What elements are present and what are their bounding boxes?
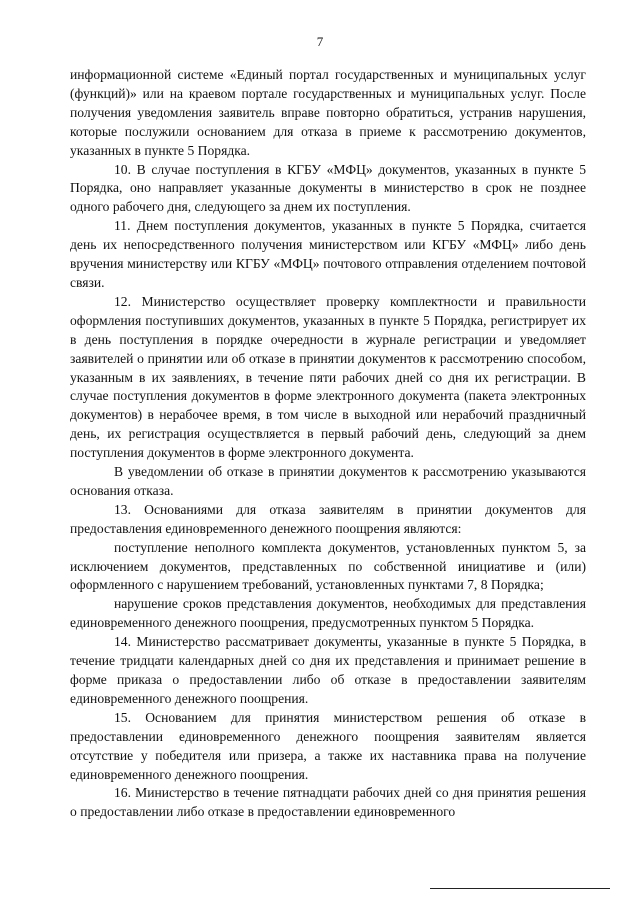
page-number: 7: [316, 34, 324, 49]
paragraph-10: 10. В случае поступления в КГБУ «МФЦ» документов, указанных в пункте 5 Порядка, оно направляет указанные документы в министерство в срок не позднее одного рабочего дня, следующего за днем их поступления.: [70, 161, 586, 215]
paragraph-13-item-1: поступление неполного комплекта документов, установленных пунктом 5, за исключением документов, представленных по собственной инициативе и (или) оформленного с нарушением требований, установленных пунктами 7, 8 Порядка;: [70, 539, 586, 593]
document-body: [70, 66, 586, 822]
footer-rule: [430, 888, 610, 889]
paragraph-13-item-2: нарушение сроков представления документов, необходимых для представления единовременного денежного поощрения, предусмотренных пунктом 5 Порядка.: [70, 596, 586, 631]
paragraph-11: 11. Днем поступления документов, указанных в пункте 5 Порядка, считается день их непосредственного получения министерством или КГБУ «МФЦ» либо день вручения министерству или КГБУ «МФЦ» почтового отправления отделением почтовой связи.: [70, 218, 586, 290]
paragraph-16: 16. Министерство в течение пятнадцати рабочих дней со дня принятия решения о предоставлении либо отказе в предоставлении единовременного: [70, 785, 586, 820]
paragraph-15: 15. Основанием для принятия министерством решения об отказе в предоставлении единовременного денежного поощрения заявителям является отсутствие у победителя или призера, а также их наставника права на получение единовременного денежного поощрения.: [70, 709, 586, 782]
paragraph-refusal-notice: В уведомлении об отказе в принятии документов к рассмотрению указываются основания отказа.: [70, 464, 586, 498]
paragraph-12: 12. Министерство осуществляет проверку комплектности и правильности оформления поступивших документов, указанных в пункте 5 Порядка, регистрирует их в день поступления в порядке очередности в журнале регистрации и уведомляет заявителей о принятии или об отказе в принятии документов к рассмотрению способом, указанным в их заявлениях, в течение пяти рабочих дней со дня их регистрации. В случае поступления документов в форме электронного документа (пакета электронных документов) в нерабочее время, в том числе в выходной или нерабочий праздничный день, их регистрация осуществляется в первый рабочий день, следующий за днем поступления документов в форме электронного документа.: [70, 293, 586, 461]
paragraph-continuation: информационной системе «Единый портал государственных и муниципальных услуг (функций)» или на краевом портале государственных и муниципальных услуг. После получения уведомления заявитель вправе повторно обратиться, устранив нарушения, которые послужили основанием для отказа в приеме к рассмотрению документов, указанных в пункте 5 Порядка.: [70, 67, 586, 158]
paragraph-14: 14. Министерство рассматривает документы, указанные в пункте 5 Порядка, в течение тридцати календарных дней со дня их представления и принимает решение в форме приказа о предоставлении либо об отказе в предоставлении заявителям единовременного денежного поощрения.: [70, 634, 586, 706]
paragraph-13: 13. Основаниями для отказа заявителям в принятии документов для предоставления единовременного денежного поощрения являются:: [70, 501, 586, 536]
